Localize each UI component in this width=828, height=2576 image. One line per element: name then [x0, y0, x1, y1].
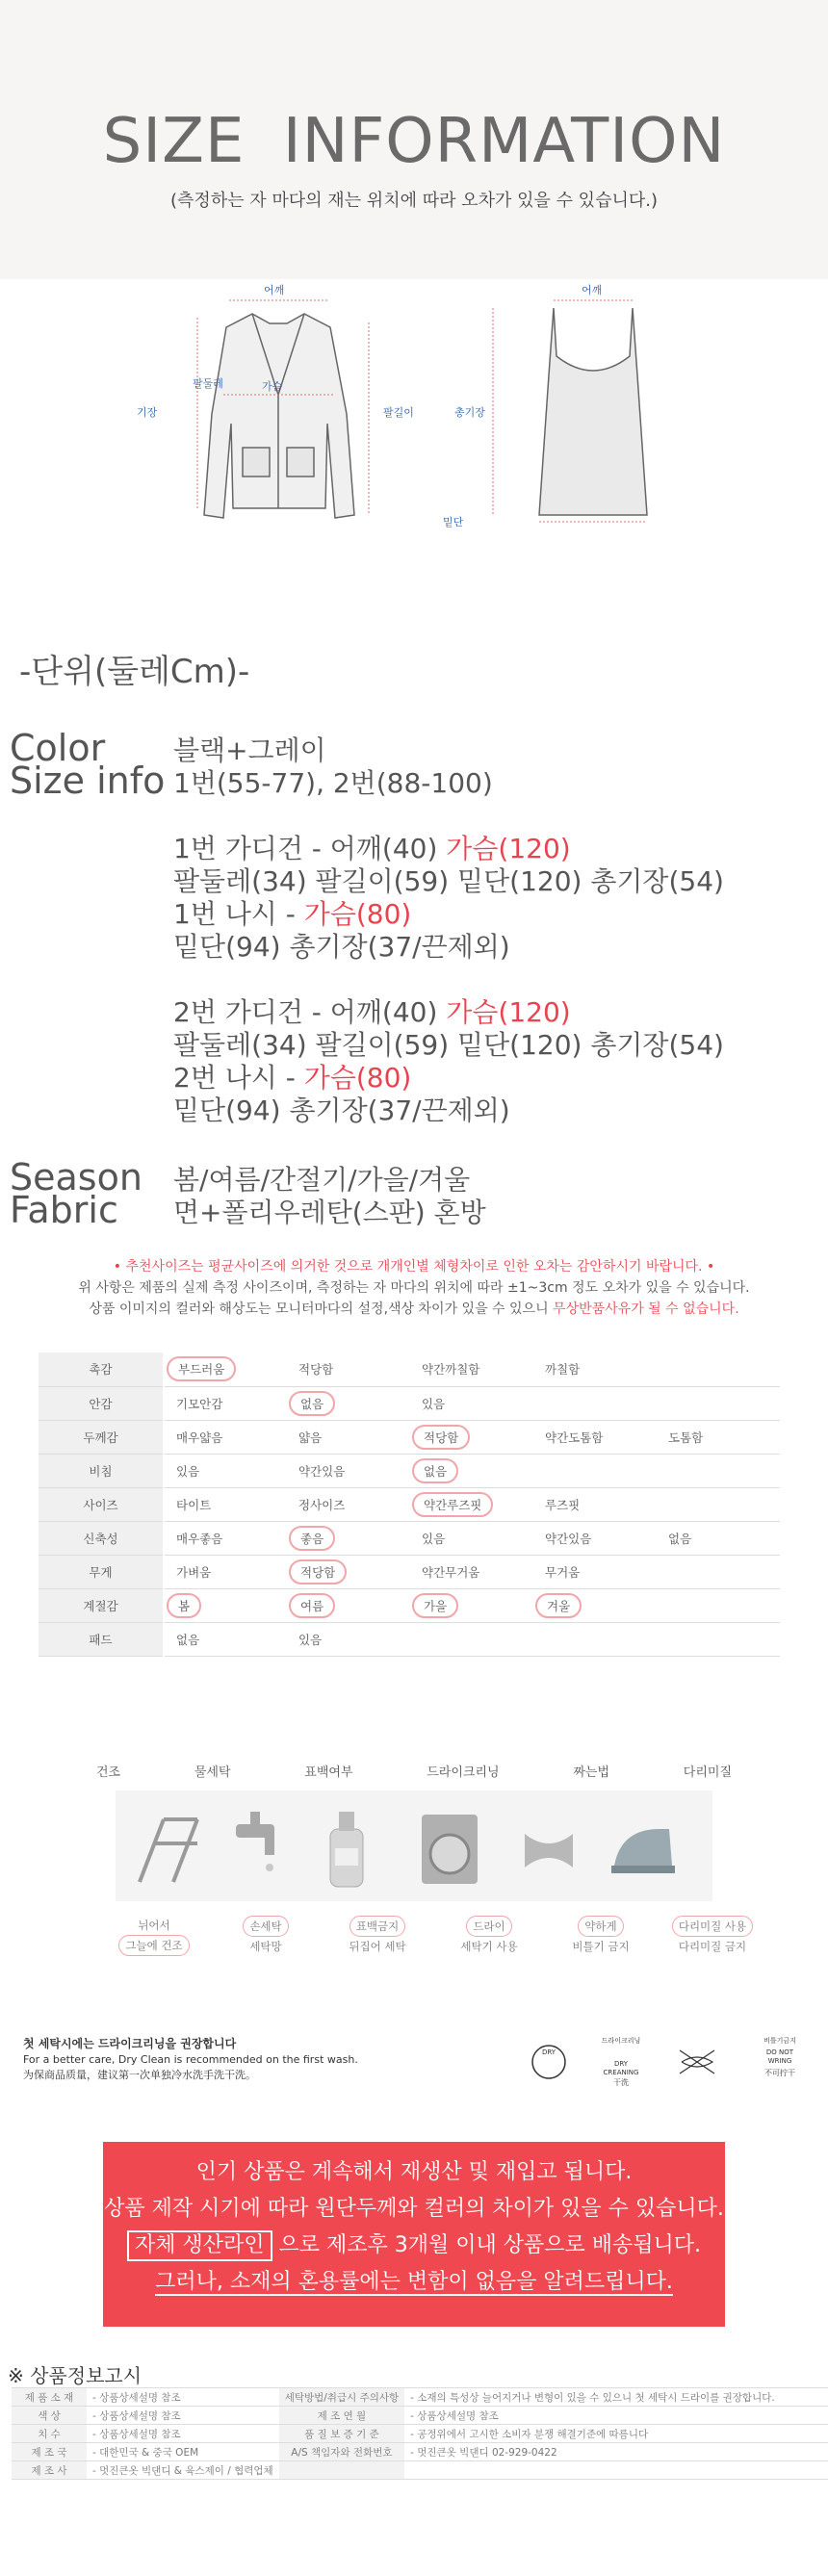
- unit-label: -단위(둘레Cm)-: [19, 653, 250, 691]
- size2-nasi-detail: 밑단(94) 총기장(37/끈제외): [173, 1095, 510, 1126]
- property-value: 얇음: [298, 1430, 323, 1445]
- size1-nasi-detail: 밑단(94) 총기장(37/끈제외): [173, 931, 510, 963]
- label-length: 기장: [137, 406, 158, 419]
- size1-nasi: [173, 898, 411, 931]
- property-label: 두께감: [39, 1420, 164, 1454]
- property-cell: [410, 1386, 533, 1420]
- size-header: [0, 0, 828, 279]
- care-note-wash-b: 세탁망: [249, 1940, 282, 1953]
- tank-drawing: [539, 308, 647, 515]
- color-label: Color: [10, 727, 106, 769]
- property-cell: [410, 1588, 533, 1622]
- care-note-wring-b: 비틀기 금지: [572, 1940, 630, 1953]
- property-cell: [410, 1555, 533, 1588]
- dry-clean-zh: 为保商品质量，建议第一次单独冷水洗手洗干洗。: [23, 2069, 256, 2081]
- property-cell: [287, 1588, 410, 1622]
- property-value: 정사이즈: [298, 1497, 346, 1512]
- label-hem: 밑단: [443, 516, 464, 528]
- property-row: [39, 1487, 780, 1521]
- property-cell: [164, 1386, 287, 1420]
- page-title: SIZE INFORMATION: [102, 106, 726, 177]
- washing-machine-icon: [422, 1815, 478, 1884]
- care-note-iron-a: 다리미질 사용: [672, 1916, 753, 1937]
- banner-line-3: [103, 2228, 725, 2264]
- iron-icon: [611, 1829, 675, 1873]
- property-value: 까칠함: [545, 1362, 581, 1378]
- property-row: [39, 1622, 780, 1656]
- care-note-wring-a: 약하게: [578, 1916, 623, 1937]
- size1-cardigan-prefix: 1번 가디건 - 어깨(40): [173, 833, 447, 864]
- care-header-wash: 물세탁: [194, 1765, 231, 1780]
- property-cell: [533, 1555, 657, 1588]
- property-value: 루즈핏: [545, 1497, 581, 1512]
- property-cell: [657, 1420, 780, 1454]
- care-icons-box: [116, 1790, 712, 1901]
- property-cell: [410, 1420, 533, 1454]
- size2-cardigan-detail: 팔둘레(34) 팔길이(59) 밑단(120) 총기장(54): [173, 1029, 724, 1061]
- product-info-k1: 색 상: [12, 2407, 87, 2425]
- property-value: 매우얇음: [176, 1430, 223, 1445]
- product-info-row: [12, 2425, 828, 2443]
- property-value-selected: 약간루즈핏: [412, 1492, 493, 1517]
- product-info-k1: 제 조 사: [12, 2461, 87, 2480]
- care-note-dryclean: [441, 1916, 537, 1956]
- care-notes: [106, 1916, 761, 1956]
- care-note-bleach: [329, 1916, 426, 1956]
- property-value: 약간있음: [298, 1463, 346, 1479]
- product-info-k2: 제 조 연 월: [279, 2407, 404, 2425]
- cardigan-drawing: [204, 314, 354, 518]
- property-value-selected: 봄: [167, 1593, 201, 1618]
- size1-cardigan: [173, 833, 571, 865]
- care-note-dryclean-b: 세탁기 사용: [460, 1940, 518, 1953]
- property-cell: [287, 1521, 410, 1555]
- property-label: 촉감: [39, 1352, 164, 1386]
- product-info-table: [12, 2387, 828, 2480]
- product-info-row: [12, 2407, 828, 2425]
- care-note-wring: [553, 1916, 649, 1956]
- property-cell: [410, 1454, 533, 1487]
- property-value: 약간있음: [545, 1531, 592, 1546]
- property-cell: [657, 1352, 780, 1386]
- care-note-dryclean-a: 드라이: [466, 1916, 511, 1937]
- notice-block: [0, 1256, 828, 1320]
- drying-rack-icon: [140, 1819, 197, 1882]
- product-info-v1: - 대한민국 & 중국 OEM: [92, 2446, 199, 2459]
- label-total-length: 총기장: [454, 406, 485, 419]
- care-header-dry: 건조: [96, 1765, 121, 1780]
- property-value: 매우좋음: [176, 1531, 223, 1546]
- property-cell: [410, 1352, 533, 1386]
- property-label: 비침: [39, 1454, 164, 1487]
- notice-line-3b: 무상반품사유가 될 수 없습니다.: [553, 1301, 739, 1317]
- property-cell: [410, 1487, 533, 1521]
- property-cell: [287, 1352, 410, 1386]
- nowring-label-en1: DO NOT: [765, 2048, 794, 2056]
- season-value: 봄/여름/간절기/가을/겨울: [173, 1164, 471, 1196]
- property-cell: [533, 1420, 657, 1454]
- care-header-wring: 짜는법: [573, 1765, 610, 1780]
- property-cell: [657, 1454, 780, 1487]
- property-cell: [410, 1622, 533, 1656]
- size1-cardigan-detail: 팔둘레(34) 팔길이(59) 밑단(120) 총기장(54): [173, 865, 724, 897]
- page-subtitle: (측정하는 자 마다의 재는 위치에 따라 오차가 있을 수 있습니다.): [170, 191, 658, 211]
- property-cell: [164, 1555, 287, 1588]
- property-cell: [657, 1588, 780, 1622]
- property-cell: [164, 1622, 287, 1656]
- color-value: 블랙+그레이: [173, 734, 326, 766]
- care-note-wash: [218, 1916, 314, 1956]
- dryclean-label-ko: 드라이크리닝: [601, 2037, 641, 2045]
- property-cell: [533, 1386, 657, 1420]
- property-value: 없음: [176, 1632, 200, 1647]
- label-tank-shoulder: 어깨: [582, 284, 603, 296]
- property-label: 신축성: [39, 1521, 164, 1555]
- property-value-selected: 겨울: [535, 1593, 582, 1618]
- property-label: 패드: [39, 1622, 164, 1656]
- property-value: 약간까칠함: [422, 1362, 480, 1378]
- product-info-v1: - 상품상세설명 참조: [92, 2391, 181, 2404]
- property-value: 있음: [422, 1531, 446, 1546]
- property-label: 계절감: [39, 1588, 164, 1622]
- nowring-label-ko: 비틀기금지: [763, 2037, 796, 2045]
- property-cell: [287, 1420, 410, 1454]
- care-icons-svg: [116, 1790, 712, 1901]
- size-value: 1번(55-77), 2번(88-100): [173, 767, 493, 799]
- property-label: 사이즈: [39, 1487, 164, 1521]
- size-label: Size info: [10, 760, 166, 802]
- care-note-bleach-b: 뒤집어 세탁: [349, 1940, 406, 1953]
- garment-diagrams-svg: [0, 279, 828, 558]
- notice-line-2: 위 사항은 제품의 실제 측정 사이즈이며, 측정하는 자 마다의 위치에 따라 ±1~3cm 정도 오차가 있을 수 있습니다.: [78, 1280, 750, 1296]
- property-cell: [287, 1487, 410, 1521]
- property-cell: [164, 1487, 287, 1521]
- dry-clean-icons: [520, 2031, 809, 2099]
- property-cell: [657, 1521, 780, 1555]
- care-header-iron: 다리미질: [683, 1765, 732, 1780]
- size2-nasi-chest: 가슴(80): [303, 1062, 412, 1094]
- property-value-selected: 가을: [412, 1593, 458, 1618]
- property-value: 약간무거움: [422, 1564, 480, 1580]
- fabric-properties-table: [39, 1352, 780, 1657]
- faucet-icon: [236, 1812, 274, 1871]
- care-note-dry: [106, 1916, 202, 1956]
- property-row: [39, 1420, 780, 1454]
- banner-line-4-text: 그러나, 소재의 혼용률에는 변함이 없음을 알려드립니다.: [155, 2270, 673, 2294]
- property-cell: [287, 1555, 410, 1588]
- fabric-label: Fabric: [10, 1189, 118, 1231]
- fabric-value: 면+폴리우레탄(스판) 혼방: [173, 1197, 486, 1228]
- property-value: 기모안감: [176, 1396, 223, 1411]
- banner-line-2: 상품 제작 시기에 따라 원단두께와 컬러의 차이가 있을 수 있습니다.: [104, 2197, 724, 2221]
- banner-line-3-rest: 으로 제조후 3개월 이내 상품으로 배송됩니다.: [272, 2233, 701, 2257]
- garment-diagrams: [0, 279, 828, 558]
- property-row: [39, 1386, 780, 1420]
- label-chest: 가슴: [262, 380, 283, 393]
- property-row: [39, 1521, 780, 1555]
- size1-nasi-chest: 가슴(80): [303, 898, 412, 930]
- property-row: [39, 1588, 780, 1622]
- property-value: 가벼움: [176, 1564, 212, 1580]
- dryclean-label-en1: DRY: [613, 2060, 629, 2068]
- product-info-k2: 품 질 보 증 기 준: [279, 2425, 404, 2443]
- care-note-wash-a: 손세탁: [243, 1916, 288, 1937]
- notice-line-3a: 상품 이미지의 컬러와 해상도는 모니터마다의 설정,색상 차이가 있을 수 있으니: [89, 1301, 554, 1317]
- property-cell: [533, 1521, 657, 1555]
- product-info-v2: - 멋진큰옷 빅댄디 02-929-0422: [410, 2446, 557, 2459]
- property-row: [39, 1454, 780, 1487]
- property-cell: [533, 1454, 657, 1487]
- product-info-body: [12, 2388, 828, 2480]
- size1-cardigan-chest: 가슴(120): [446, 833, 571, 864]
- banner-line-4: [103, 2264, 725, 2301]
- notice-line-1: • 추천사이즈는 평균사이즈에 의거한 것으로 개개인별 체형차이로 인한 오차는 감안하시기 바랍니다. •: [113, 1259, 715, 1275]
- property-value-selected: 적당함: [289, 1559, 347, 1584]
- product-info-k1: 치 수: [12, 2425, 87, 2443]
- property-value: 도톰함: [668, 1430, 704, 1445]
- product-info-row: [12, 2443, 828, 2461]
- product-info-k2: 세탁방법/취급시 주의사항: [279, 2388, 404, 2407]
- property-cell: [410, 1521, 533, 1555]
- property-value: 있음: [422, 1396, 446, 1411]
- property-cell: [533, 1622, 657, 1656]
- restock-banner: [103, 2142, 725, 2327]
- product-info-k1: 제 조 국: [12, 2443, 87, 2461]
- property-value: 약간도톰함: [545, 1430, 604, 1445]
- size2-cardigan-prefix: 2번 가디건 - 어깨(40): [173, 996, 447, 1028]
- product-info-k1: 제 품 소 재: [12, 2388, 87, 2407]
- property-row: [39, 1555, 780, 1588]
- product-info-row: [12, 2461, 828, 2480]
- dry-icon-text: DRY: [541, 2048, 556, 2056]
- no-wring-icon: [680, 2050, 714, 2074]
- property-value-selected: 적당함: [412, 1425, 470, 1450]
- dryclean-label-en2: CREANING: [603, 2069, 639, 2076]
- property-cell: [164, 1521, 287, 1555]
- product-info-v2: - 소재의 특성상 늘어지거나 변형이 있을 수 있으니 첫 세탁시 드라이를 권장합니다.: [410, 2391, 775, 2404]
- product-info-k2: [279, 2461, 404, 2480]
- property-cell: [287, 1622, 410, 1656]
- nowring-label-en2: WRING: [767, 2057, 792, 2065]
- nowring-label-zh: 不可拧干: [764, 2069, 795, 2077]
- size2-nasi: [173, 1062, 411, 1095]
- product-info-v2: [404, 2461, 828, 2480]
- size1-nasi-prefix: 1번 나시 -: [173, 898, 304, 930]
- care-note-dry-b: 그늘에 건조: [118, 1935, 189, 1956]
- label-shoulder: 어깨: [264, 284, 285, 296]
- label-sleeve-length: 팔길이: [383, 406, 414, 419]
- property-value-selected: 없음: [289, 1391, 335, 1416]
- product-info-row: [12, 2388, 828, 2407]
- property-label: 안감: [39, 1386, 164, 1420]
- property-value: 적당함: [298, 1362, 334, 1378]
- size2-cardigan: [173, 996, 571, 1029]
- property-cell: [657, 1555, 780, 1588]
- dryclean-label-zh: 干洗: [613, 2078, 629, 2087]
- product-info-k2: A/S 책임자와 전화번호: [279, 2443, 404, 2461]
- product-info-v1: - 상품상세설명 참조: [92, 2428, 181, 2440]
- properties-body: [39, 1352, 780, 1656]
- season-label: Season: [10, 1156, 142, 1198]
- property-cell: [164, 1454, 287, 1487]
- label-sleeve-round: 팔둘레: [193, 377, 223, 390]
- product-info-v2: - 공정위에서 고시한 소비자 분쟁 해결기준에 따름니다: [410, 2428, 649, 2440]
- care-note-iron-b: 다리미질 금지: [678, 1940, 747, 1953]
- property-row: [39, 1352, 780, 1386]
- property-cell: [657, 1622, 780, 1656]
- care-header-bleach: 표백여부: [304, 1765, 353, 1780]
- product-info-v1: - 멋진큰옷 빅댄디 & 육스제이 / 협력업체: [92, 2464, 273, 2477]
- dry-clean-en: For a better care, Dry Clean is recommended on the first wash.: [23, 2053, 358, 2066]
- property-value-selected: 부드러움: [167, 1356, 236, 1381]
- banner-line-1: 인기 상품은 계속해서 재생산 및 재입고 됩니다.: [195, 2160, 633, 2184]
- property-cell: [287, 1454, 410, 1487]
- size2-cardigan-chest: 가슴(120): [446, 996, 571, 1028]
- care-note-bleach-a: 표백금지: [349, 1916, 405, 1937]
- banner-boxed-text: 자체 생산라인: [127, 2230, 272, 2261]
- wring-icon: [525, 1834, 573, 1868]
- bleach-bottle-icon: [330, 1812, 363, 1887]
- care-header-dryclean: 드라이크리닝: [427, 1765, 500, 1780]
- property-cell: [287, 1386, 410, 1420]
- size2-nasi-prefix: 2번 나시 -: [173, 1062, 304, 1094]
- property-cell: [657, 1386, 780, 1420]
- property-value-selected: 여름: [289, 1593, 335, 1618]
- care-headers: [96, 1762, 732, 1780]
- property-label: 무게: [39, 1555, 164, 1588]
- property-cell: [533, 1487, 657, 1521]
- property-cell: [164, 1352, 287, 1386]
- property-value: 없음: [668, 1531, 692, 1546]
- property-cell: [533, 1588, 657, 1622]
- notice-line-3: [0, 1299, 828, 1320]
- property-value: 있음: [176, 1463, 200, 1479]
- property-value-selected: 없음: [412, 1458, 458, 1483]
- property-cell: [164, 1420, 287, 1454]
- care-note-iron: [664, 1916, 761, 1956]
- product-info-v2: - 상품상세설명 참조: [410, 2409, 499, 2422]
- property-cell: [164, 1588, 287, 1622]
- property-cell: [657, 1487, 780, 1521]
- product-info-v1: - 상품상세설명 참조: [92, 2409, 181, 2422]
- product-info-title: ※ 상품정보고시: [8, 2364, 142, 2387]
- care-note-dry-a: 뉘어서: [138, 1919, 170, 1932]
- dry-clean-note: [23, 2036, 358, 2083]
- property-value: 있음: [298, 1632, 323, 1647]
- property-value: 타이트: [176, 1497, 212, 1512]
- dry-clean-title: 첫 세탁시에는 드라이크리닝을 권장합니다: [23, 2037, 237, 2050]
- property-cell: [533, 1352, 657, 1386]
- property-value: 무거움: [545, 1564, 581, 1580]
- property-value-selected: 좋음: [289, 1526, 335, 1551]
